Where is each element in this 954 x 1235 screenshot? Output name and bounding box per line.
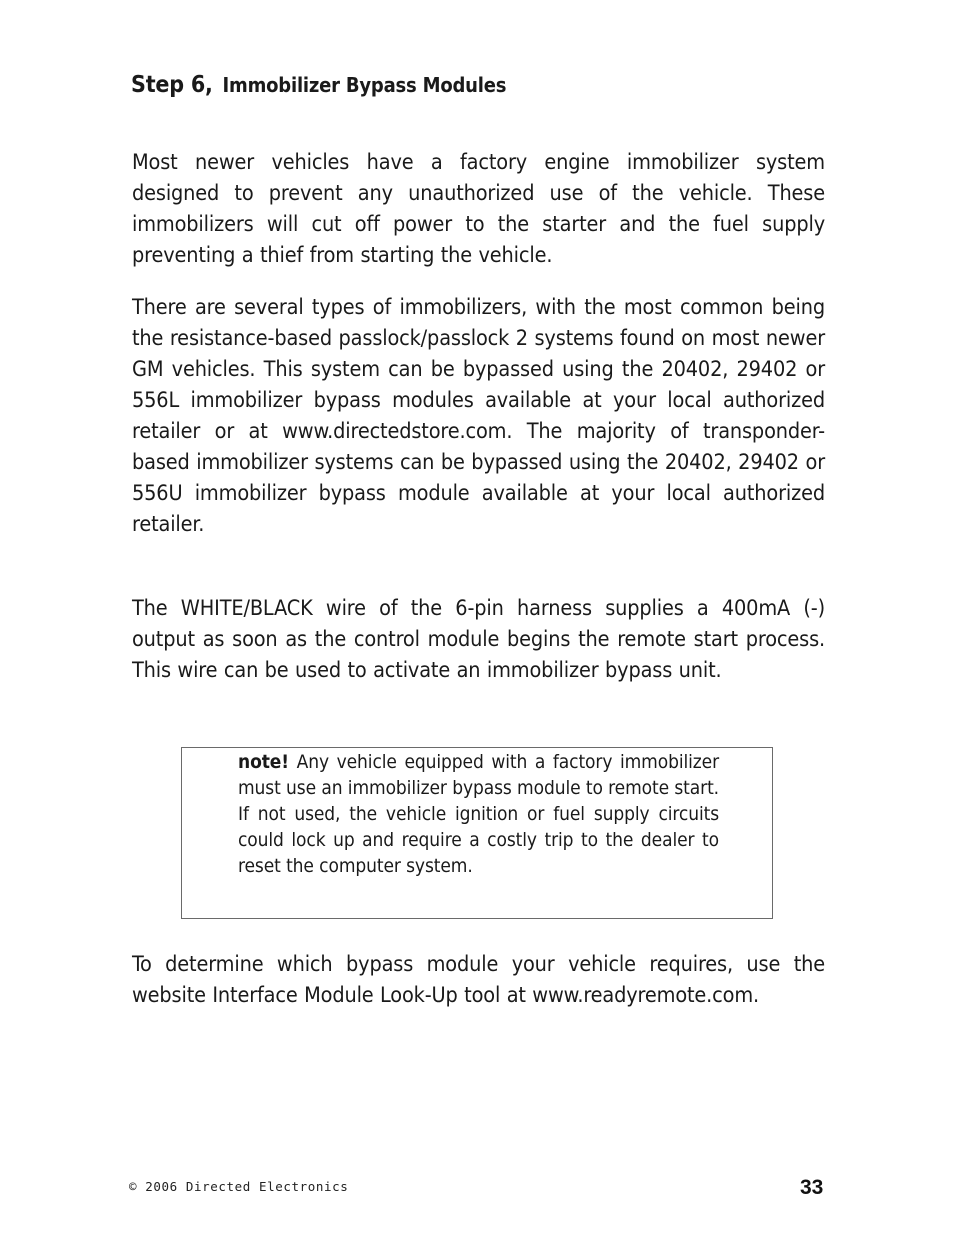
step-label: Step 6, xyxy=(131,72,213,98)
paragraph-white-black-wire: The WHITE/BLACK wire of the 6-pin harness supplies a 400mA (-) output as soon as the control module begins the remote start process. This wire can be used to activate an immobilizer bypass unit. xyxy=(132,596,825,683)
note-text-block xyxy=(238,749,719,879)
paragraph-lookup-tool: To determine which bypass module your vehicle requires, use the website Interface Module Look-Up tool at www.readyremote.com. xyxy=(132,952,825,1008)
note-body: Any vehicle equipped with a factory immobilizer must use an immobilizer bypass module to remote start. If not used, the vehicle ignition or fuel supply circuits could lock up and require a costly trip to the dealer to reset the computer system. xyxy=(238,751,720,877)
note-box xyxy=(181,747,773,919)
paragraph-immobilizer-types: There are several types of immobilizers, with the most common being the resistance-based passlock/passlock 2 systems found on most newer GM vehicles. This system can be bypassed using the 20402, 29402 or 556L immobilizer bypass modules available at your local authorized retailer or at www.directedstore.com. The majority of transponder-based immobilizer systems can be bypassed using the 20402, 29402 or 556U immobilizer bypass module available at your local authorized retailer. xyxy=(132,295,825,537)
section-heading xyxy=(131,62,506,100)
copyright-footer: © 2006 Directed Electronics xyxy=(129,1179,349,1194)
note-label: note! xyxy=(238,751,289,773)
section-title: Immobilizer Bypass Modules xyxy=(222,73,507,97)
paragraph-intro: Most newer vehicles have a factory engine immobilizer system designed to prevent any unauthorized use of the vehicle. These immobilizers will cut off power to the starter and the fuel supply preventing a thief from starting the vehicle. xyxy=(132,150,825,268)
page-number: 33 xyxy=(800,1176,824,1199)
